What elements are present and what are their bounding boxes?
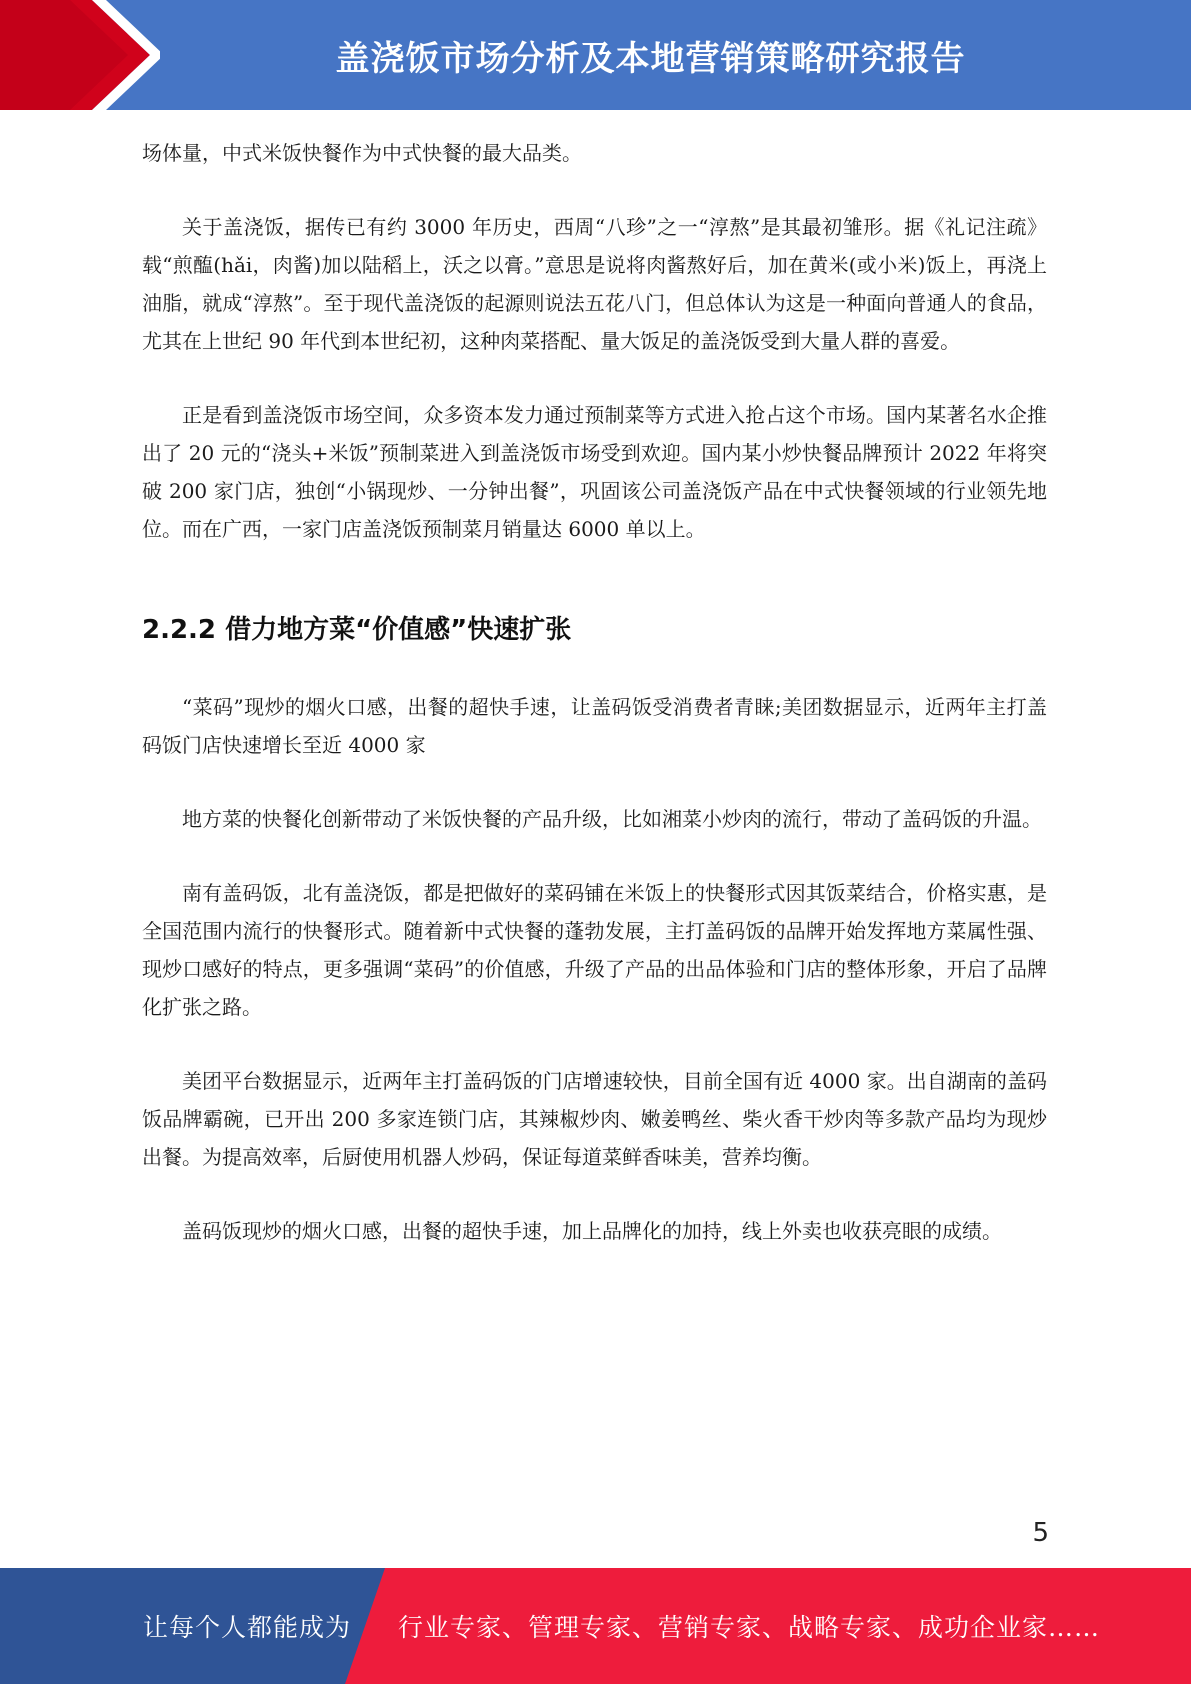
footer-slogan-right: 行业专家、管理专家、营销专家、战略专家、成功企业家…… (398, 1613, 1101, 1642)
paragraph-3: 正是看到盖浇饭市场空间，众多资本发力通过预制菜等方式进入抢占这个市场。国内某著名水企推出了 20 元的“浇头+米饭”预制菜进入到盖浇饭市场受到欢迎。国内某小炒快餐品牌预计 2022 年将突破 200 家门店，独创“小锅现炒、一分钟出餐”，巩固该公司盖浇饭产品在中式快餐领域的行业领先地位。而在广西，一家门店盖浇饭预制菜月销量达 6000 单以上。 (142, 403, 1047, 541)
document-body (142, 134, 1047, 1286)
paragraph-8: 盖码饭现炒的烟火口感，出餐的超快手速，加上品牌化的加持，线上外卖也收获亮眼的成绩。 (182, 1219, 1002, 1243)
page-header (0, 0, 1191, 110)
section-heading-2-2-2: 2.2.2 借力地方菜“价值感”快速扩张 (142, 615, 572, 645)
paragraph-1: 场体量，中式米饭快餐作为中式快餐的最大品类。 (142, 141, 582, 165)
header-arrow-decoration (0, 0, 160, 110)
page-number: 5 (1032, 1518, 1049, 1548)
paragraph-6: 南有盖码饭，北有盖浇饭，都是把做好的菜码铺在米饭上的快餐形式因其饭菜结合，价格实惠，是全国范围内流行的快餐形式。随着新中式快餐的蓬勃发展，主打盖码饭的品牌开始发挥地方菜属性强、现炒口感好的特点，更多强调“菜码”的价值感，升级了产品的出品体验和门店的整体形象，开启了品牌化扩张之路。 (142, 881, 1047, 1019)
paragraph-2: 关于盖浇饭，据传已有约 3000 年历史，西周“八珍”之一“淳熬”是其最初雏形。据《礼记注疏》载“煎醢(hǎi，肉酱)加以陆稻上，沃之以膏。”意思是说将肉酱熬好后，加在黄米(或小米)饭上，再浇上油脂，就成“淳熬”。至于现代盖浇饭的起源则说法五花八门，但总体认为这是一种面向普通人的食品，尤其在上世纪 90 年代到本世纪初，这种肉菜搭配、量大饭足的盖浇饭受到大量人群的喜爱。 (142, 215, 1047, 353)
footer-slogan-left: 让每个人都能成为 (143, 1613, 352, 1642)
paragraph-7: 美团平台数据显示，近两年主打盖码饭的门店增速较快，目前全国有近 4000 家。出自湖南的盖码饭品牌霸碗，已开出 200 多家连锁门店，其辣椒炒肉、嫩姜鸭丝、柴火香干炒肉等多款产品均为现炒出餐。为提高效率，后厨使用机器人炒码，保证每道菜鲜香味美，营养均衡。 (142, 1069, 1047, 1169)
page-footer (0, 1568, 1191, 1684)
paragraph-4: “菜码”现炒的烟火口感，出餐的超快手速，让盖码饭受消费者青睐;美团数据显示，近两年主打盖码饭门店快速增长至近 4000 家 (142, 695, 1047, 757)
paragraph-5: 地方菜的快餐化创新带动了米饭快餐的产品升级，比如湘菜小炒肉的流行，带动了盖码饭的升温。 (182, 807, 1042, 831)
document-title: 盖浇饭市场分析及本地营销策略研究报告 (335, 38, 966, 79)
